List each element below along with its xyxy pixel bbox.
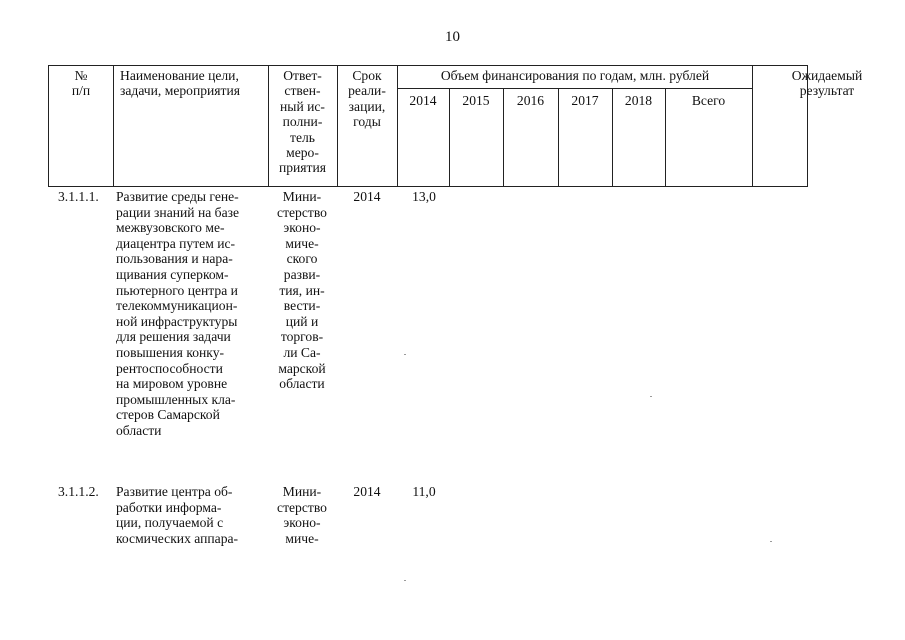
header-total: Всего: [691, 93, 726, 108]
scan-speck: [770, 541, 772, 542]
header-name: Наименование цели, задачи, мероприятия: [120, 68, 241, 99]
row-term: 2014: [353, 484, 381, 499]
header-result: Ожидаемый результат: [791, 68, 863, 99]
header-year-2014: 2014: [409, 93, 437, 108]
header-funding: Объем финансирования по годам, млн. рублей: [440, 68, 710, 83]
row-name: Развитие центра об- работки информа- ции, получаемой с космических аппара-: [116, 484, 239, 546]
row-num: 3.1.1.2.: [58, 484, 99, 499]
header-year-2016: 2016: [516, 93, 545, 108]
header-term: Срок реали- зации, годы: [348, 68, 386, 130]
row-name: Развитие среды гене- рации знаний на базе межвузовского ме- диацентра путем ис- пользования и нара- щивания суперком- пьютерного центра и телекоммуникацион- ной инфраструктуры для решения задачи повышения конку- рентоспособности на мировом уровне промышленных кла- стеров Самарской области: [116, 189, 240, 438]
header-year-2015: 2015: [462, 93, 490, 108]
header-responsible: Ответ- ствен- ный ис- полни- тель меро- приятия: [278, 68, 327, 176]
row-responsible: Мини- стерство эконо- миче- ского разви- тия, ин- вести- ций и торгов- ли Са- марской области: [277, 189, 327, 392]
row-value-2014: 13,0: [412, 189, 436, 204]
header-top-border: [48, 65, 808, 66]
page-number: 10: [445, 29, 460, 45]
row-value-2014: 11,0: [412, 484, 436, 499]
row-term: 2014: [353, 189, 381, 204]
header-num: № п/п: [71, 68, 91, 99]
row-responsible: Мини- стерство эконо- миче-: [277, 484, 327, 546]
scan-speck: [404, 580, 406, 581]
scan-speck: [404, 354, 406, 355]
header-bottom-border: [48, 186, 808, 187]
header-year-2018: 2018: [624, 93, 653, 108]
row-num: 3.1.1.1.: [58, 189, 99, 204]
scan-speck: [650, 396, 652, 397]
header-year-2017: 2017: [571, 93, 599, 108]
years-divider-line: [397, 88, 753, 89]
col-border-1: [113, 65, 114, 187]
